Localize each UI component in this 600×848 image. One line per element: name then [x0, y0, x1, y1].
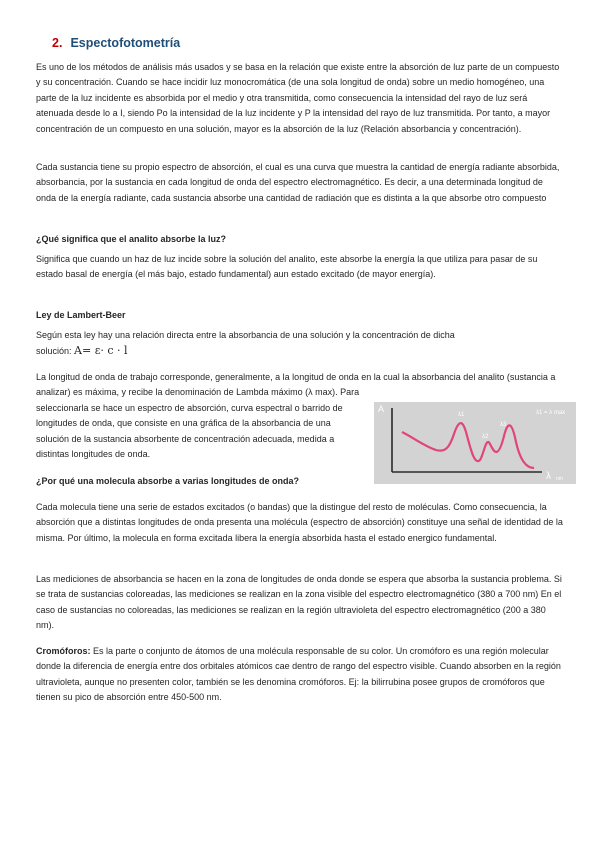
peak-lambda-3: λ3 — [500, 422, 507, 428]
paragraph-absorption-spectrum: Cada sustancia tiene su propio espectro de absorción, el cual es una curva que muestra la cantidad de energía radiante absorbida, absorbancia, por la sustancia en cada longitud de onda del espectro electromagnético. Es decir, a una determinada longitud de onda de la energía radiante, cada sustancia absorbe una cantidad de radiación que es distinta a la que absorbe otro compuesto — [36, 162, 560, 203]
y-axis-label: A — [378, 404, 385, 414]
question-multiple-wavelengths: ¿Por qué una molecula absorbe a varias longitudes de onda? — [36, 476, 300, 486]
paragraph-chromophores — [36, 644, 564, 706]
lambert-beer-text: Según esta ley hay una relación directa entre la absorbancia de una solución y la concentración de dicha — [36, 330, 455, 340]
lambert-beer-title: Ley de Lambert-Beer — [36, 310, 126, 320]
paragraph-spectral-scan: seleccionarla se hace un espectro de absorción, curva espectral o barrido de longitudes de onda, que consiste en una gráfica de la absorbancia de una solución de la sustancia absorbente de concentración adecuada, medida a distintas longitudes de onda. — [36, 403, 343, 460]
chromophores-definition: Es la parte o conjunto de átomos de una molécula responsable de su color. Un cromóforo es una región molecular donde la diferencia de energía entre dos orbitales atómicos cae dentro de rango del espectro visible. Cuando absorben en la región ultravioleta, aunque no presenten color, también se les denomina cromóforos. Ej: la bilirrubina posee grupos de cromóforos que tienen su pico de absorción entre 450-500 nm. — [36, 646, 561, 703]
lambert-beer-text-end: solución: — [36, 346, 72, 357]
section-heading — [52, 36, 180, 50]
paragraph-measurements: Las mediciones de absorbancia se hacen en la zona de longitudes de onda donde se espera que absorba la sustancia problema. Si se trata de sustancias coloreadas, las mediciones se realizan en la zona visible del espectro electromagnético (380 a 700 nm) En el caso de sustancias no coloreadas, las mediciones se realizan en la región ultravioleta del espectro electromagnético (200 a 380 nm). — [36, 574, 562, 631]
x-axis-label: λ — [546, 471, 551, 482]
paragraph-lambert-beer — [36, 328, 564, 360]
section-number: 2. — [52, 36, 63, 50]
section-title: Espectofotometría — [70, 36, 181, 50]
paragraph-lambda-max: La longitud de onda de trabajo corresponde, generalmente, a la longitud de onda en la cual la absorbancia del analito (sustancia a analizar) es máxima, y recibe la denominación de Lambda máximo (λ max). Para — [36, 372, 556, 398]
paragraph-analyte-answer: Significa que cuando un haz de luz incide sobre la solución del analito, este absorbe la energía la que utiliza para pasar de su estado basal de energía (el más bajo, estado fundamental) aun estado excitado (de mayor energía). — [36, 254, 538, 280]
absorption-spectrum-figure — [374, 402, 576, 484]
absorption-curve — [402, 423, 534, 468]
question-analyte-absorbs: ¿Qué significa que el analito absorbe la luz? — [36, 234, 227, 244]
peak-lambda-2: λ2 — [482, 434, 489, 440]
paragraph-excited-states: Cada molecula tiene una serie de estados excitados (o bandas) que la distingue del resto de moléculas. Como consecuencia, la absorción que a distintas longitudes de onda presenta una molécula (espectro de absorción) constituye una señal de identidad de la misma. Por último, la molecula en forma excitada libera la energía absorbida hasta el estado energico fundamental. — [36, 502, 563, 543]
paragraph-intro: Es uno de los métodos de análisis más usados y se basa en la relación que existe entre la absorción de luz parte de un compuesto y su concentración. Cuando se hace incidir luz monocromática (de una sola longitud de onda) sobre un medio homogéneo, una parte de la luz incidente es absorbida por el medio y otra transmitida, como consecuencia la intensidad del rayo de luz será atenuada desde lo a I, siendo Po la intensidad de la luz incidente y P la intensidad del rayo de luz transmitida. Por tanto, a mayor concentración de un compuesto en una solución, mayor es la absorción de la luz (Relación absorbancia y concentración). — [36, 62, 560, 134]
lambert-beer-formula: A= ε· c · l — [74, 344, 128, 358]
peak-lambda-1: λ1 — [458, 412, 465, 418]
lambda-max-legend: λ1 = λ max — [536, 410, 566, 416]
chromophores-term: Cromóforos: — [36, 646, 91, 656]
x-axis-unit: nm — [556, 476, 563, 482]
